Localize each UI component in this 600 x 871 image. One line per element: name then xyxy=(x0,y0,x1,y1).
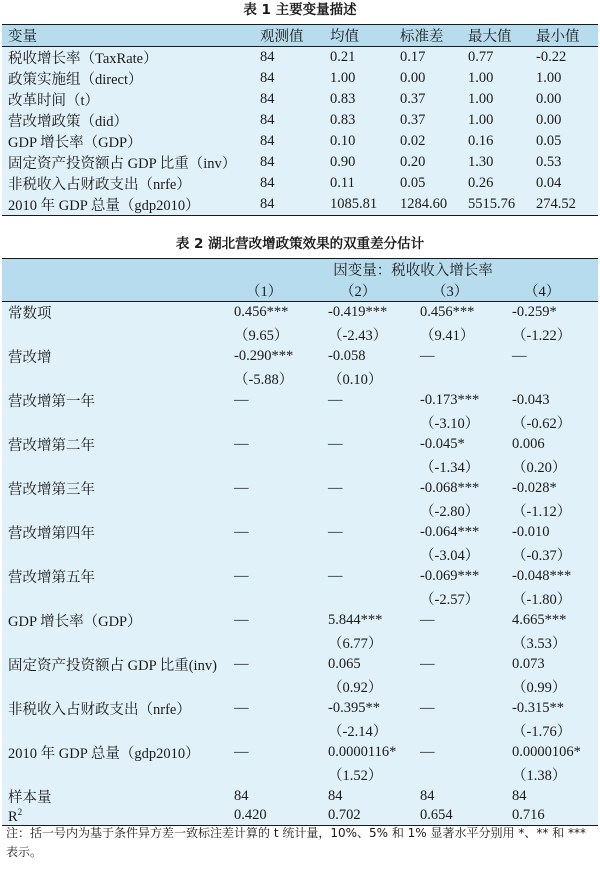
table1-variable-name: 营改增政策（did） xyxy=(2,110,254,131)
table1-cell: 0.02 xyxy=(394,131,462,152)
table2-coef-row xyxy=(2,522,598,544)
table2-coefficient: -0.058 xyxy=(328,348,366,364)
table1-cell: 0.00 xyxy=(530,110,598,131)
table2-coef-row xyxy=(2,434,598,456)
table2-t-statistic: （-3.10） xyxy=(420,416,480,432)
table2-coef-row xyxy=(2,566,598,588)
table-note: 注：括一号内为基于条件异方差一致标注差计算的 t 统计量，10%、5% 和 1% 显著水平分别用 *、** 和 *** 表示。 xyxy=(6,826,586,859)
table1-variable-name: 改革时间（t） xyxy=(2,89,254,110)
table2-t-statistic xyxy=(414,676,506,698)
table2-t-statistic: （6.77） xyxy=(328,636,383,652)
table2-t-statistic xyxy=(322,456,414,478)
table1-row xyxy=(2,110,598,131)
table1-cell: 84 xyxy=(254,110,324,131)
table2-column-number: （2） xyxy=(322,280,414,302)
table1-cell: 1.30 xyxy=(462,152,530,173)
table2-coefficient: 0.073 xyxy=(512,656,545,672)
table2-coefficient: — xyxy=(328,524,343,540)
table1-cell: 1.00 xyxy=(530,68,598,89)
table2-tstat-row xyxy=(2,368,598,390)
table2-column-number: （3） xyxy=(414,280,506,302)
table2-sample-size-label: 样本量 xyxy=(8,789,52,806)
table1-cell: 1.00 xyxy=(324,68,394,89)
table1-cell: 0.00 xyxy=(394,68,462,89)
table1-cell: 0.20 xyxy=(394,152,462,173)
table2-column-numbers-row xyxy=(2,280,598,302)
table1-cell: 0.90 xyxy=(324,152,394,173)
table1-cell: 0.53 xyxy=(530,152,598,173)
table2-coefficient: — xyxy=(234,612,249,628)
table2-t-statistic xyxy=(228,500,322,522)
table2-t-statistic: （-5.88） xyxy=(234,372,294,388)
table2-t-statistic: （-2.14） xyxy=(328,724,388,740)
table1-cell: 0.04 xyxy=(530,173,598,194)
table2-coefficient: 0.0000106* xyxy=(512,744,581,760)
table2-variable-name: GDP 增长率（GDP） xyxy=(8,614,142,630)
table1-cell: 0.10 xyxy=(324,131,394,152)
table1-cell: 84 xyxy=(254,68,324,89)
table1-caption: 表 1 主要变量描述 xyxy=(243,2,357,18)
table2-t-statistic: （9.65） xyxy=(234,328,289,344)
table2-blank-cell xyxy=(2,259,228,281)
table1-cell: 0.16 xyxy=(462,131,530,152)
table1-cell: 0.37 xyxy=(394,89,462,110)
table1-variable-name: 非税收入占财政支出（nrfe） xyxy=(2,173,254,194)
table1-row xyxy=(2,131,598,152)
table2-coefficient: -0.173*** xyxy=(420,392,480,408)
table2-tstat-row xyxy=(2,764,598,786)
table2-coefficient: 4.665*** xyxy=(512,612,567,628)
table1-variable-name: GDP 增长率（GDP） xyxy=(2,131,254,152)
table1-variable-name: 税收增长率（TaxRate） xyxy=(2,47,254,69)
table1-column-header: 均值 xyxy=(324,25,394,47)
table2-t-statistic xyxy=(322,544,414,566)
table2-sample-size: 84 xyxy=(234,787,249,804)
table2-coef-row xyxy=(2,478,598,500)
table2-t-statistic xyxy=(322,500,414,522)
table1-cell: 84 xyxy=(254,89,324,110)
table2-blank-cell xyxy=(2,588,228,610)
table1-cell: 0.17 xyxy=(394,47,462,69)
table2-t-statistic: （-1.80） xyxy=(512,592,572,608)
table2-t-statistic xyxy=(228,588,322,610)
table2-t-statistic xyxy=(228,676,322,698)
table2-coefficient: — xyxy=(420,612,435,628)
table2-blank-cell xyxy=(2,632,228,654)
table2-coefficient: 5.844*** xyxy=(328,612,383,628)
table2-dependent-label: 因变量：税收收入增长率 xyxy=(228,259,598,281)
table2-tstat-row xyxy=(2,632,598,654)
table2-coefficient: -0.064*** xyxy=(420,524,480,540)
table2-t-statistic: （1.38） xyxy=(512,768,567,784)
table2-caption: 表 2 湖北营改增政策效果的双重差分估计 xyxy=(175,236,425,252)
table2-coefficient: — xyxy=(328,568,343,584)
table1-cell: 0.26 xyxy=(462,173,530,194)
table1-variable-name: 固定资产投资额占 GDP 比重（inv） xyxy=(2,152,254,173)
table2-coefficient: 0.065 xyxy=(328,656,361,672)
table2-variable-name: 营改增第一年 xyxy=(8,394,95,410)
table2-coefficient: -0.290*** xyxy=(234,348,294,364)
table1-cell: 0.37 xyxy=(394,110,462,131)
table2-blank-cell xyxy=(2,280,228,302)
table2-tstat-row xyxy=(2,720,598,742)
table2-t-statistic: （-2.80） xyxy=(420,504,480,520)
table2-coefficient: — xyxy=(512,348,527,364)
table2-t-statistic: （-1.34） xyxy=(420,460,480,476)
table1-row xyxy=(2,68,598,89)
table2-blank-cell xyxy=(2,456,228,478)
table1-cell: 274.52 xyxy=(530,194,598,216)
table2-t-statistic: （-1.12） xyxy=(512,504,572,520)
table1-cell: 0.00 xyxy=(530,89,598,110)
table2-tstat-row xyxy=(2,456,598,478)
table2-t-statistic xyxy=(228,456,322,478)
table2-coefficient: -0.259* xyxy=(512,304,557,321)
table2-r-squared: 0.702 xyxy=(328,807,361,824)
table2-coef-row xyxy=(2,742,598,764)
table2-tstat-row xyxy=(2,676,598,698)
table2-r-squared: 0.654 xyxy=(420,807,453,824)
table2-r-squared-label xyxy=(2,807,228,826)
table2-coefficient: — xyxy=(234,480,249,496)
table2-coefficient: 0.0000116* xyxy=(328,744,397,760)
table1-cell: 0.83 xyxy=(324,89,394,110)
table1-cell: 0.05 xyxy=(394,173,462,194)
table2-t-statistic: （1.52） xyxy=(328,768,383,784)
table2-variable-name: 营改增第二年 xyxy=(8,438,95,454)
table1-column-header: 观测值 xyxy=(254,25,324,47)
table2-tstat-row xyxy=(2,324,598,346)
table2-coefficient: -0.419*** xyxy=(328,304,388,321)
table2-t-statistic xyxy=(506,368,598,390)
table2-coefficient: — xyxy=(328,392,343,408)
table2-r-squared: 0.716 xyxy=(512,807,545,824)
table2-t-statistic xyxy=(228,632,322,654)
table1-cell: 1.00 xyxy=(462,89,530,110)
table2-coefficient: — xyxy=(234,392,249,408)
table2-blank-cell xyxy=(2,764,228,786)
table2-coef-row xyxy=(2,610,598,632)
table2-coefficient: -0.043 xyxy=(512,392,550,408)
table2-coef-row xyxy=(2,698,598,720)
table2-variable-name: 非税收入占财政支出（nrfe） xyxy=(8,702,191,718)
table2-r-squared: 0.420 xyxy=(234,807,267,824)
table1 xyxy=(2,24,598,216)
table2-t-statistic xyxy=(322,588,414,610)
table1-column-header: 最大值 xyxy=(462,25,530,47)
table2-coefficient: -0.028* xyxy=(512,480,557,496)
table2-tstat-row xyxy=(2,544,598,566)
table2-variable-name: 2010 年 GDP 总量（gdp2010） xyxy=(8,746,200,762)
table1-cell: 84 xyxy=(254,173,324,194)
table2-t-statistic: （-3.04） xyxy=(420,548,480,564)
table2-t-statistic: （0.10） xyxy=(328,372,383,388)
table2-coef-row xyxy=(2,654,598,676)
table2-t-statistic: （0.92） xyxy=(328,680,383,696)
table1-header-row xyxy=(2,25,598,47)
table2-coefficient: — xyxy=(234,744,249,760)
table2-coefficient: 0.006 xyxy=(512,436,545,452)
r-squared-exponent: 2 xyxy=(17,806,23,817)
table1-cell: 84 xyxy=(254,131,324,152)
table1-variable-name: 2010 年 GDP 总量（gdp2010） xyxy=(2,194,254,216)
table2-t-statistic: （-2.43） xyxy=(328,328,388,344)
table2-tstat-row xyxy=(2,500,598,522)
table2-t-statistic xyxy=(414,632,506,654)
table2-coefficient: -0.395** xyxy=(328,700,380,716)
table2-r-squared-row xyxy=(2,807,598,826)
table1-column-header: 变量 xyxy=(2,25,254,47)
table1-row xyxy=(2,173,598,194)
table2-t-statistic xyxy=(228,544,322,566)
table2-coefficient: — xyxy=(234,436,249,452)
table1-cell: 1284.60 xyxy=(394,194,462,216)
table2-coefficient: 0.456*** xyxy=(234,304,289,321)
table2-coefficient: — xyxy=(420,744,435,760)
table1-row xyxy=(2,89,598,110)
table2-t-statistic: （-2.57） xyxy=(420,592,480,608)
table2-coefficient: — xyxy=(420,700,435,716)
table2-t-statistic: （-1.76） xyxy=(512,724,572,740)
table2-sample-size: 84 xyxy=(512,787,527,804)
table1-column-header: 标准差 xyxy=(394,25,462,47)
table2-t-statistic xyxy=(228,412,322,434)
table2-coef-row xyxy=(2,346,598,368)
table1-row xyxy=(2,194,598,216)
table2-variable-name: 营改增第五年 xyxy=(8,570,95,586)
table2-coefficient: -0.069*** xyxy=(420,568,480,584)
table1-cell: 84 xyxy=(254,152,324,173)
table2-tstat-row xyxy=(2,588,598,610)
table2-blank-cell xyxy=(2,368,228,390)
table2 xyxy=(2,258,598,826)
table1-cell: 5515.76 xyxy=(462,194,530,216)
table2-variable-name: 固定资产投资额占 GDP 比重(inv) xyxy=(8,658,217,674)
table2-t-statistic xyxy=(322,412,414,434)
table1-cell: -0.22 xyxy=(530,47,598,69)
table2-coefficient: — xyxy=(328,480,343,496)
table2-blank-cell xyxy=(2,500,228,522)
table2-t-statistic: （0.20） xyxy=(512,460,567,476)
table2-coefficient: — xyxy=(328,436,343,452)
table2-tstat-row xyxy=(2,412,598,434)
table2-coefficient: -0.068*** xyxy=(420,480,480,496)
table2-t-statistic: （3.53） xyxy=(512,636,567,652)
table2-coefficient: — xyxy=(420,348,435,364)
table1-cell: 0.83 xyxy=(324,110,394,131)
table1-cell: 0.05 xyxy=(530,131,598,152)
table1-cell: 0.11 xyxy=(324,173,394,194)
table2-coefficient: — xyxy=(234,700,249,716)
table2-coefficient: -0.048*** xyxy=(512,568,572,584)
table2-coefficient: -0.010 xyxy=(512,524,550,540)
table2-t-statistic xyxy=(228,720,322,742)
table2-coefficient: — xyxy=(420,656,435,672)
table2-sample-size: 84 xyxy=(328,787,343,804)
table1-column-header: 最小值 xyxy=(530,25,598,47)
table2-t-statistic: （9.41） xyxy=(420,328,475,344)
table2-blank-cell xyxy=(2,676,228,698)
table1-cell: 1.00 xyxy=(462,68,530,89)
table2-t-statistic: （-0.62） xyxy=(512,416,572,432)
table2-column-number: （1） xyxy=(228,280,322,302)
table2-coefficient: -0.045* xyxy=(420,436,465,452)
table1-cell: 84 xyxy=(254,194,324,216)
table2-blank-cell xyxy=(2,412,228,434)
table1-cell: 0.21 xyxy=(324,47,394,69)
table2-variable-name: 常数项 xyxy=(8,306,52,323)
table2-coef-row xyxy=(2,390,598,412)
table2-t-statistic xyxy=(228,764,322,786)
table2-t-statistic xyxy=(414,764,506,786)
table2-t-statistic: （-1.22） xyxy=(512,328,572,344)
table1-cell: 0.77 xyxy=(462,47,530,69)
table1-cell: 1.00 xyxy=(462,110,530,131)
table2-t-statistic: （0.99） xyxy=(512,680,567,696)
table2-dependent-row xyxy=(2,259,598,281)
table2-t-statistic xyxy=(414,720,506,742)
table2-blank-cell xyxy=(2,544,228,566)
table2-sample-size-row xyxy=(2,786,598,807)
table2-blank-cell xyxy=(2,720,228,742)
table2-coefficient: — xyxy=(234,656,249,672)
table2-coefficient: — xyxy=(234,524,249,540)
table1-row xyxy=(2,47,598,69)
table2-t-statistic xyxy=(414,368,506,390)
table2-coef-row xyxy=(2,302,598,324)
table2-variable-name: 营改增第四年 xyxy=(8,526,95,542)
table2-coefficient: 0.456*** xyxy=(420,304,475,321)
table1-row xyxy=(2,152,598,173)
table1-cell: 84 xyxy=(254,47,324,69)
table2-blank-cell xyxy=(2,324,228,346)
table2-variable-name: 营改增 xyxy=(8,350,52,366)
table1-variable-name: 政策实施组（direct） xyxy=(2,68,254,89)
table2-coefficient: — xyxy=(234,568,249,584)
table2-column-number: （4） xyxy=(506,280,598,302)
table2-t-statistic: （-0.37） xyxy=(512,548,572,564)
table2-sample-size: 84 xyxy=(420,787,435,804)
r-squared-symbol: R xyxy=(8,808,18,825)
table1-cell: 1085.81 xyxy=(324,194,394,216)
table2-coefficient: -0.315** xyxy=(512,700,564,716)
table2-variable-name: 营改增第三年 xyxy=(8,482,95,498)
